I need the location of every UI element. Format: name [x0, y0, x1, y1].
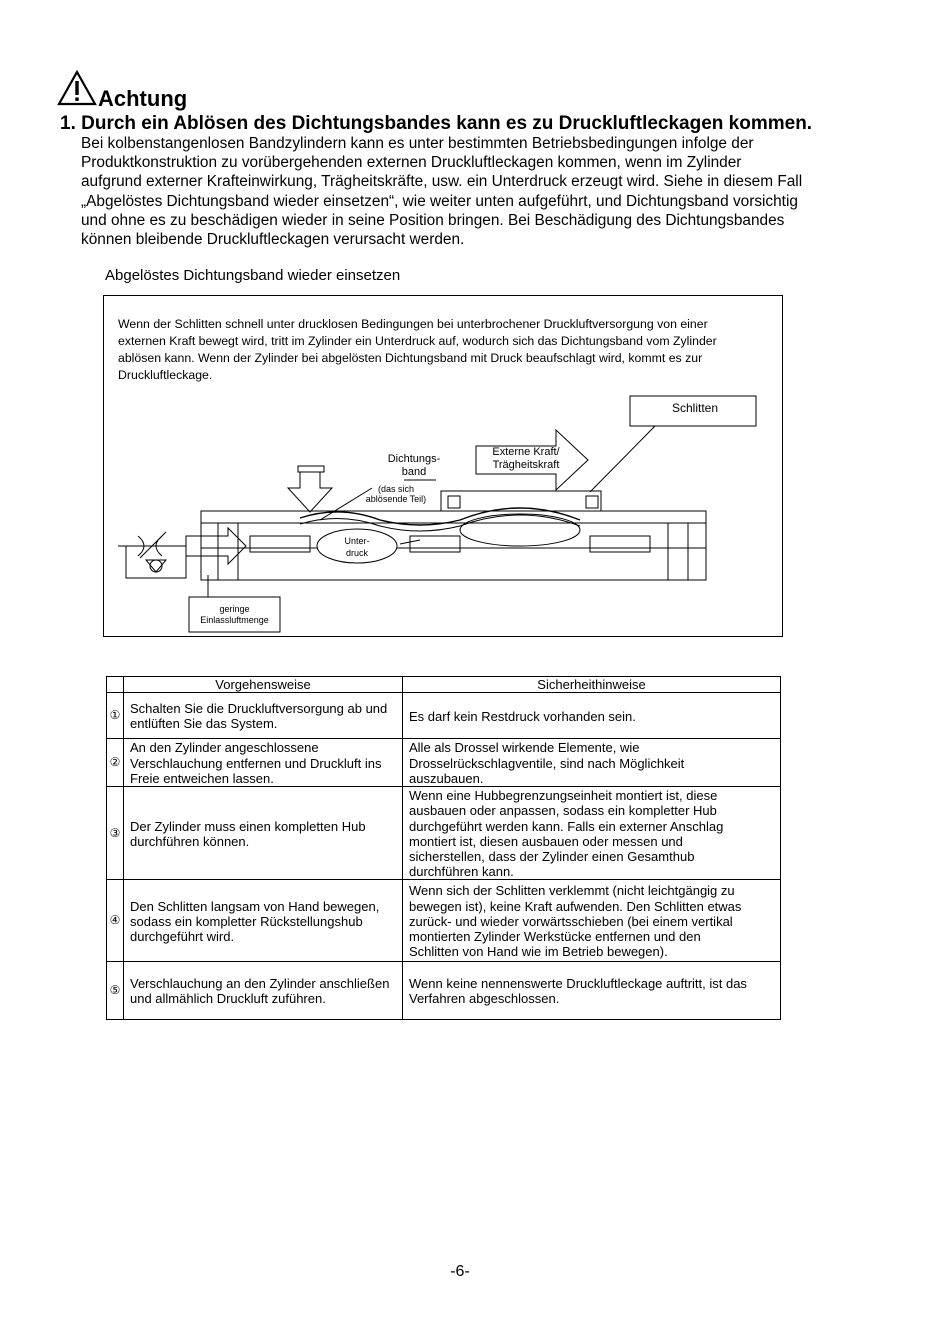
figure-text-line: externen Kraft bewegt wird, tritt im Zylinder ein Unterdruck auf, wodurch sich das Dichtungsband vom Zylinder [118, 334, 717, 348]
step-action: An den Zylinder angeschlossene Verschlauchung entfernen und Druckluft ins Freie entweichen lassen. [124, 739, 403, 787]
step-action: Der Zylinder muss einen kompletten Hub durchführen können. [124, 787, 403, 880]
step-number: ⑤ [107, 962, 124, 1020]
table-row [107, 787, 781, 880]
table-row [107, 880, 781, 962]
check-valve-box [126, 546, 186, 578]
schlitten-label: Schlitten [671, 401, 719, 415]
kraft-label-1: Externe Kraft/ [492, 446, 560, 458]
einlass-label-2: Einlassluftmenge [200, 615, 269, 625]
intro-line: Produktkonstruktion zu vorübergehenden externen Druckluftleckagen kommen, wenn im Zylinder [81, 154, 742, 172]
step-number: ① [107, 693, 124, 739]
figure-text-line: Druckluftleckage. [118, 368, 213, 382]
table-row [107, 962, 781, 1020]
step-note: Alle als Drossel wirkende Elemente, wie Drosselrückschlagventile, sind nach Möglichkeit auszubauen. [403, 739, 781, 787]
step-action: Verschlauchung an den Zylinder anschließen und allmählich Druckluft zuführen. [124, 962, 403, 1020]
section-heading: 1. Durch ein Ablösen des Dichtungsbandes kann es zu Druckluftleckagen kommen. [60, 113, 813, 134]
dichtungsband-label-1: Dichtungs- [387, 453, 441, 465]
step-note: Wenn sich der Schlitten verklemmt (nicht leichtgängig zu bewegen ist), keine Kraft aufwenden. Den Schlitten etwas zurück- und wieder vorwärtsschieben (bei einem vertikal montierten Zylinder Werkstücke entfernen und den Schlitten von Hand wie im Betrieb bewegen). [403, 880, 781, 962]
step-number: ③ [107, 787, 124, 880]
table-row [107, 739, 781, 787]
step-number: ④ [107, 880, 124, 962]
page-number: -6- [450, 1263, 470, 1280]
step-note: Wenn keine nennenswerte Druckluftleckage auftritt, ist das Verfahren abgeschlossen. [403, 962, 781, 1020]
unterdruck-label-1: Unter- [344, 536, 370, 546]
figure-caption: Abgelöstes Dichtungsband wieder einsetzen [105, 267, 401, 284]
warning-title: Achtung [98, 86, 188, 111]
step-action: Den Schlitten langsam von Hand bewegen, sodass ein kompletter Rückstellungshub durchgeführt wird. [124, 880, 403, 962]
pressure-down-arrow [288, 472, 332, 512]
step-action: Schalten Sie die Druckluftversorgung ab und entlüften Sie das System. [124, 693, 403, 739]
abloesend-label-1: (das sich [377, 484, 414, 494]
inlet-arrow [186, 528, 246, 564]
kraft-label-2: Trägheitskraft [492, 459, 560, 471]
intro-line: Bei kolbenstangenlosen Bandzylindern kann es unter bestimmten Betriebsbedingungen infolge der [81, 135, 754, 152]
figure-text-line: Wenn der Schlitten schnell unter drucklosen Bedingungen bei unterbrochener Druckluftversorgung von einer [118, 317, 708, 331]
dichtungsband-label-2: band [401, 466, 427, 478]
unterdruck-label-2: druck [345, 548, 368, 558]
einlass-label-1: geringe [219, 604, 250, 614]
header-note: Sicherheithinweise [403, 677, 781, 693]
schlitten-leader-line [590, 426, 655, 492]
abloesend-label-2: ablösende Teil) [365, 494, 427, 504]
intro-line: aufgrund externer Krafteinwirkung, Trägheitskräfte, usw. ein Unterdruck erzeugt wird. Siehe in diesem Fall [81, 173, 803, 191]
intro-line: „Abgelöstes Dichtungsband wieder einsetzen“, wie weiter unten aufgeführt, und Dichtungsband vorsichtig [81, 192, 798, 210]
piston [460, 514, 580, 546]
intro-line: und ohne es zu beschädigen wieder in seine Position bringen. Bei Beschädigung des Dichtungsbandes [81, 211, 785, 229]
header-action: Vorgehensweise [124, 677, 403, 693]
table-header-row [107, 677, 781, 693]
step-note: Es darf kein Restdruck vorhanden sein. [403, 693, 781, 739]
procedure-table [106, 676, 781, 1020]
header-num [107, 677, 124, 693]
figure-text-line: ablösen kann. Wenn der Zylinder bei abgelösten Dichtungsband mit Druck beaufschlagt wird, kommt es zur [118, 351, 703, 365]
table-row [107, 693, 781, 739]
step-number: ② [107, 739, 124, 787]
intro-line: können bleibende Druckluftleckagen verursacht werden. [81, 231, 465, 249]
step-note: Wenn eine Hubbegrenzungseinheit montiert ist, diese ausbauen oder anpassen, sodass ein kompletter Hub durchgeführt werden kann. Falls ein externer Anschlag montiert ist, diesen ausbauen oder messen und sicherstellen, dass der Zylinder einen Gesamthub durchführen kann. [403, 787, 781, 880]
